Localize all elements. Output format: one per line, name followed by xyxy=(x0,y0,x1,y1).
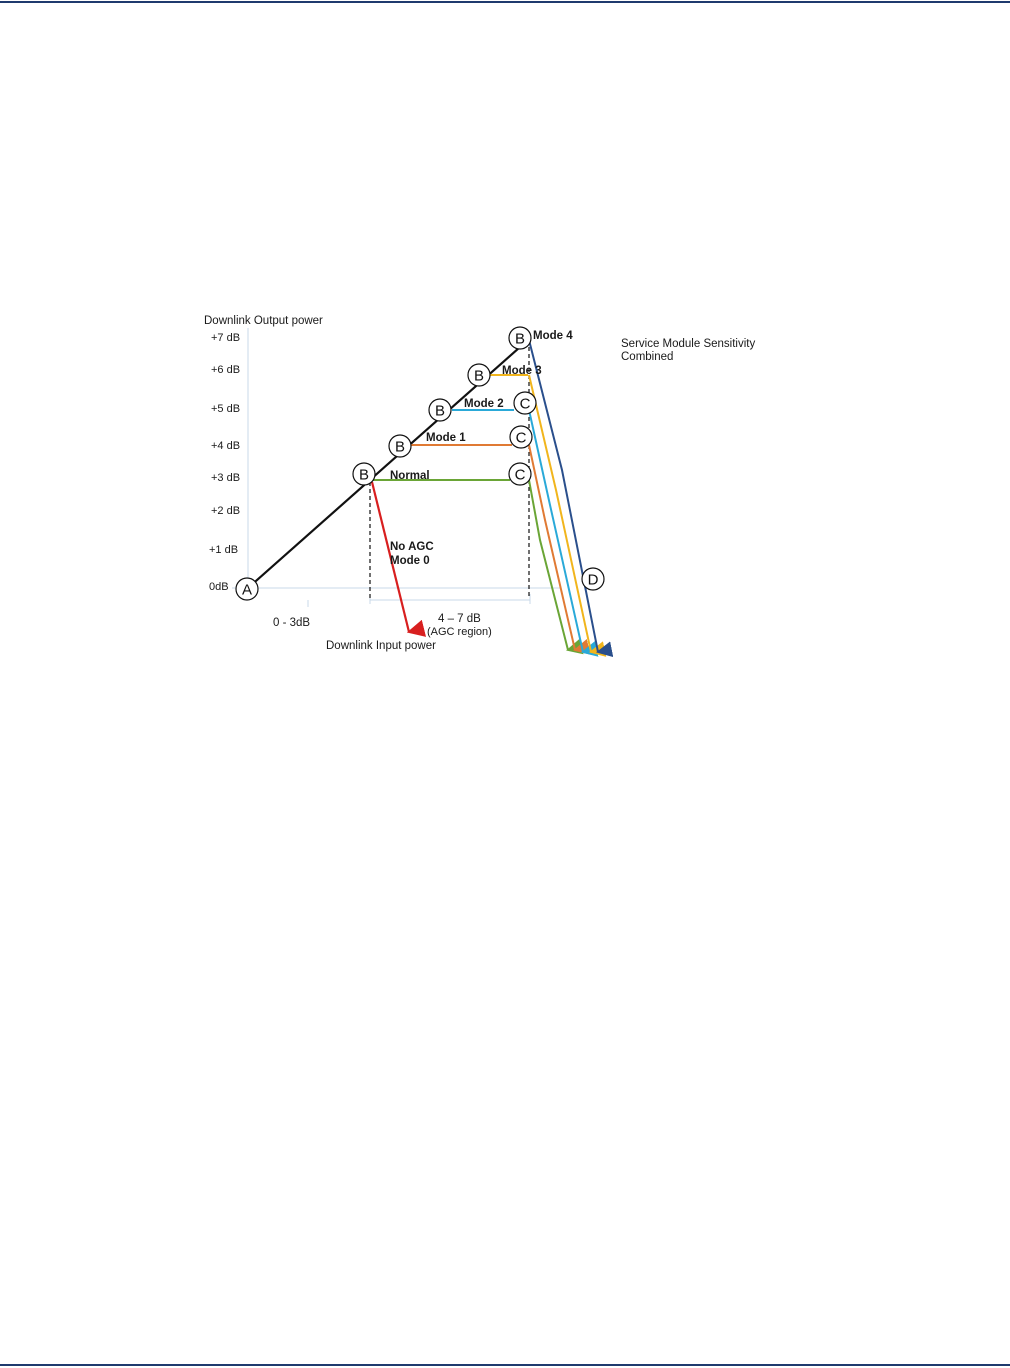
node-b-mode3 xyxy=(468,364,490,386)
svg-text:C: C xyxy=(519,395,531,413)
y-tick-3: +3 dB xyxy=(211,472,241,484)
svg-text:B: B xyxy=(358,466,370,484)
y-tick-4: +4 dB xyxy=(211,440,241,452)
x-axis-title: Downlink Input power xyxy=(326,640,436,652)
node-b-mode1 xyxy=(389,435,411,457)
svg-text:B: B xyxy=(394,438,406,456)
x-range-left: 0 - 3dB xyxy=(273,617,311,629)
svg-text:B: B xyxy=(434,402,446,420)
node-b-mode2 xyxy=(429,399,451,421)
mode-label-mode4: Mode 4 xyxy=(533,330,573,342)
y-tick-5: +5 dB xyxy=(211,403,241,415)
svg-text:C: C xyxy=(515,429,527,447)
node-c-normal xyxy=(509,463,531,485)
y-axis-title: Downlink Output power xyxy=(204,315,323,327)
x-range-agc-note: (AGC region) xyxy=(427,626,492,638)
svg-text:B: B xyxy=(473,367,485,385)
y-tick-6: +6 dB xyxy=(211,364,241,376)
svg-text:D: D xyxy=(587,571,599,589)
y-tick-7: +7 dB xyxy=(211,332,241,344)
bottom-rule xyxy=(0,1364,1010,1366)
svg-text:B: B xyxy=(514,330,526,348)
side-note-line1: Service Module Sensitivity xyxy=(621,338,756,350)
node-c-mode1 xyxy=(510,426,532,448)
svg-text:A: A xyxy=(241,581,253,599)
no-agc-line2: Mode 0 xyxy=(390,555,430,567)
mode-label-mode2: Mode 2 xyxy=(464,398,504,410)
y-tick-0: 0dB xyxy=(209,581,229,593)
no-agc-line1: No AGC xyxy=(390,541,434,553)
mode-label-normal: Normal xyxy=(390,470,430,482)
node-a xyxy=(236,578,258,600)
mode-label-mode3: Mode 3 xyxy=(502,365,542,377)
node-b-normal xyxy=(353,463,375,485)
node-c-mode2 xyxy=(514,392,536,414)
node-d xyxy=(582,568,604,590)
y-tick-1: +1 dB xyxy=(209,544,239,556)
node-b-mode4 xyxy=(509,327,531,349)
x-range-agc: 4 – 7 dB xyxy=(438,613,481,625)
side-note-line2: Combined xyxy=(621,351,674,363)
descent-normal xyxy=(529,480,568,650)
svg-text:C: C xyxy=(514,466,526,484)
descent-mode3 xyxy=(529,375,591,652)
mode-label-mode1: Mode 1 xyxy=(426,432,466,444)
y-tick-2: +2 dB xyxy=(211,505,241,517)
